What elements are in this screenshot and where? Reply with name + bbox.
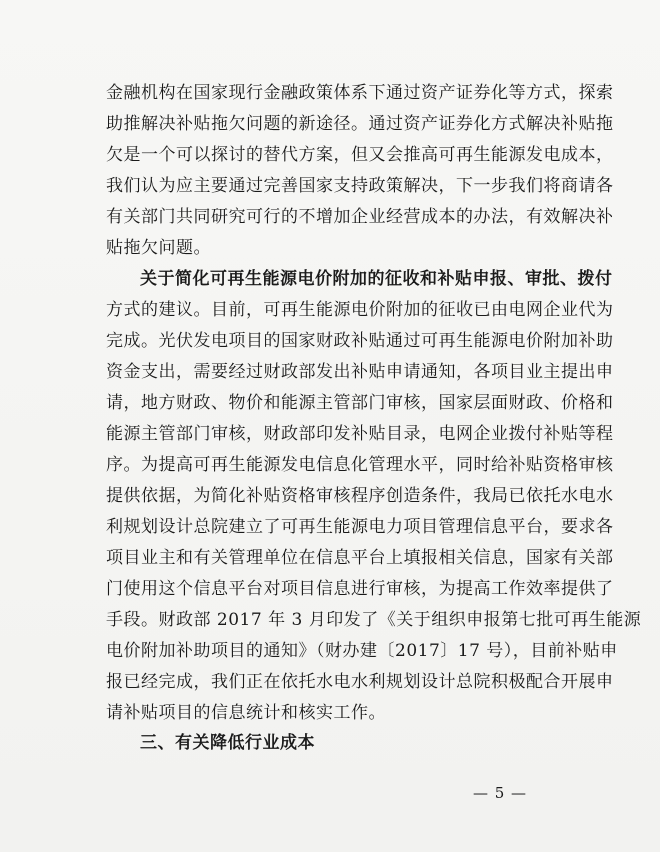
- text-line: 完成。光伏发电项目的国家财政补贴通过可再生能源电价附加补助: [106, 331, 614, 351]
- text-line: 序。为提高可再生能源发电信息化管理水平，同时给补贴资格审核: [106, 455, 614, 475]
- paragraph-lead-line: 关于简化可再生能源电价附加的征收和补贴申报、审批、拨付: [140, 269, 613, 289]
- text-line: 方式的建议。目前，可再生能源电价附加的征收已由电网企业代为: [106, 300, 614, 320]
- text-line: 金融机构在国家现行金融政策体系下通过资产证券化等方式，探索: [106, 83, 614, 103]
- document-body: [106, 78, 642, 729]
- text-line: 助推解决补贴拖欠问题的新途径。通过资产证券化方式解决补贴拖: [106, 114, 614, 134]
- text-line: 欠是一个可以探讨的替代方案，但又会推高可再生能源发电成本，: [106, 145, 614, 165]
- text-line: 项目业主和有关管理单位在信息平台上填报相关信息，国家有关部: [106, 548, 614, 568]
- text-line: 能源主管部门审核，财政部印发补贴目录，电网企业拨付补贴等程: [106, 424, 614, 444]
- text-line: 利规划设计总院建立了可再生能源电力项目管理信息平台，要求各: [106, 517, 614, 537]
- text-line: 门使用这个信息平台对项目信息进行审核，为提高工作效率提供了: [106, 579, 614, 599]
- text-line: 请补贴项目的信息统计和核实工作。: [106, 703, 386, 723]
- text-line: 有关部门共同研究可行的不增加企业经营成本的办法，有效解决补: [106, 207, 614, 227]
- text-line: 报已经完成，我们正在依托水电水利规划设计总院积极配合开展申: [106, 672, 614, 692]
- text-line: 资金支出，需要经过财政部发出补贴申请通知，各项目业主提出申: [106, 362, 614, 382]
- text-line: 电价附加补助项目的通知》（财办建〔2017〕17 号），目前补贴申: [106, 641, 618, 661]
- text-line: 请，地方财政、物价和能源主管部门审核，国家层面财政、价格和: [106, 393, 614, 413]
- text-line: 提供依据，为简化补贴资格审核程序创造条件，我局已依托水电水: [106, 486, 614, 506]
- text-line: 贴拖欠问题。: [106, 238, 211, 258]
- section-heading: 三、有关降低行业成本: [140, 733, 315, 753]
- text-line: 手段。财政部 2017 年 3 月印发了《关于组织申报第七批可再生能源: [106, 610, 642, 630]
- text-line: 我们认为应主要通过完善国家支持政策解决，下一步我们将商请各: [106, 176, 614, 196]
- page-number: — 5 —: [472, 784, 528, 802]
